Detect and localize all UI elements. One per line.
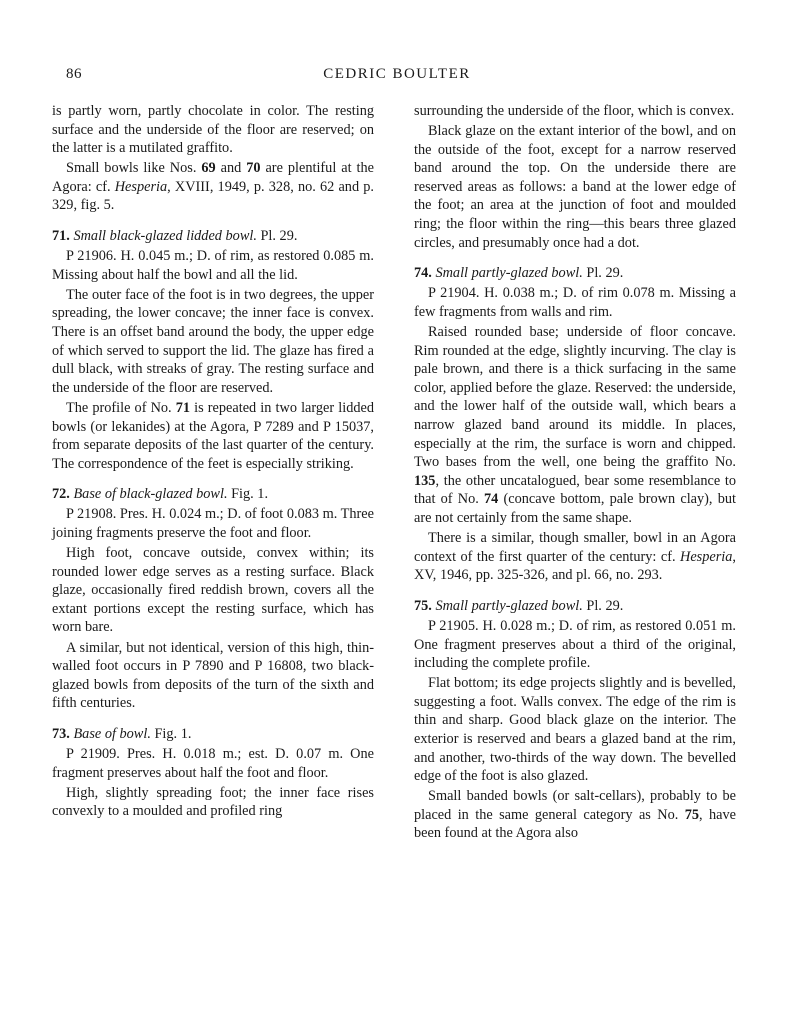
paragraph: There is a similar, though smaller, bowl in an Agora context of the first quarter of the century: cf. Hesperia, XV, 1946, pp. 325-326, and pl. 66, no. 293. [414, 530, 736, 584]
catalog-entry-heading: 71. Small black-glazed lidded bowl. Pl. 29. [52, 228, 298, 245]
paragraph: P 21904. H. 0.038 m.; D. of rim 0.078 m. Missing a few fragments from walls and rim. [414, 285, 736, 320]
paragraph: surrounding the underside of the floor, which is convex. [414, 103, 735, 119]
paragraph: is partly worn, partly chocolate in color. The resting surface and the underside of the floor are reserved; on the latter is a mutilated graffito. [52, 103, 374, 157]
catalog-entry-heading: 72. Base of black-glazed bowl. Fig. 1. [52, 486, 269, 503]
paragraph: Raised rounded base; underside of floor concave. Rim rounded at the edge, slightly incurving. The clay is pale brown, and there is a thick surfacing in the same color, applied before the glaze. Reserved: the underside, and the lower half of the outside wall, which bears a narrow glazed band around its middle. In places, especially at the rim, the surface is worn and chipped. Two bases from the well, one being the graffito No. 135, the other uncatalogued, bear some resemblance to that of No. 74 (concave bottom, pale brown clay), but are not certainly from the same shape. [414, 324, 736, 526]
paragraph: Black glaze on the extant interior of the bowl, and on the outside of the foot, except for a narrow reserved band around the top. On the underside there are reserved areas as follows: a band at the lower edge of the foot; an area at the junction of foot and moulded ring; the floor within the ring—this bears three glazed circles, and presumably once had a dot. [414, 123, 736, 251]
catalog-entry-heading: 73. Base of bowl. Fig. 1. [52, 725, 192, 742]
paragraph: A similar, but not identical, version of this high, thin-walled foot occurs in P 7890 and P 16808, two black-glazed bowls from deposits of the turn of the sixth and fifth centuries. [52, 639, 374, 712]
paragraph: The outer face of the foot is in two degrees, the upper spreading, the lower concave; the inner face is convex. There is an offset band around the body, the upper edge of which served to support the lid. The glaze has fired a dull black, with streaks of gray. The resting surface and the underside of the floor are reserved. [52, 286, 374, 396]
left-column [52, 102, 374, 822]
paragraph: Small bowls like Nos. 69 and 70 are plentiful at the Agora: cf. Hesperia, XVIII, 1949, p. 328, no. 62 and p. 329, fig. 5. [52, 160, 374, 214]
paragraph: P 21909. Pres. H. 0.018 m.; est. D. 0.07 m. One fragment preserves about half the foot and floor. [52, 746, 374, 781]
catalog-entry-heading: 75. Small partly-glazed bowl. Pl. 29. [414, 597, 624, 614]
page-header [66, 66, 728, 88]
running-title: CEDRIC BOULTER [323, 66, 471, 82]
paragraph: P 21906. H. 0.045 m.; D. of rim, as restored 0.085 m. Missing about half the bowl and all the lid. [52, 248, 374, 283]
paragraph: Flat bottom; its edge projects slightly and is bevelled, suggesting a foot. Walls convex. The edge of the rim is thin and sharp. Good black glaze on the interior. The exterior is reserved and bears a glazed band at the rim, and another, two-thirds of the way down. The bevelled edge of the foot is also glazed. [414, 675, 736, 785]
right-column [414, 102, 736, 845]
paragraph: High, slightly spreading foot; the inner face rises convexly to a moulded and profiled ring [52, 784, 374, 820]
paragraph: P 21905. H. 0.028 m.; D. of rim, as restored 0.051 m. One fragment preserves about a third of the original, including the complete profile. [414, 617, 736, 672]
page-number: 86 [66, 66, 82, 82]
catalog-entry-heading: 74. Small partly-glazed bowl. Pl. 29. [414, 265, 624, 282]
paragraph: The profile of No. 71 is repeated in two larger lidded bowls (or lekanides) at the Agora, P 7289 and P 15037, from separate deposits of the last quarter of the century. The correspondence of the feet is especially striking. [52, 399, 374, 472]
paragraph: High foot, concave outside, convex within; its rounded lower edge serves as a resting surface. Black glaze, occasionally fired reddish brown, covers all the extant portions except the resting surface, which has worn bare. [52, 545, 374, 636]
paragraph: Small banded bowls (or salt-cellars), probably to be placed in the same general category as No. 75, have been found at the Agora also [414, 788, 736, 842]
paragraph: P 21908. Pres. H. 0.024 m.; D. of foot 0.083 m. Three joining fragments preserve the foot and floor. [52, 506, 374, 541]
